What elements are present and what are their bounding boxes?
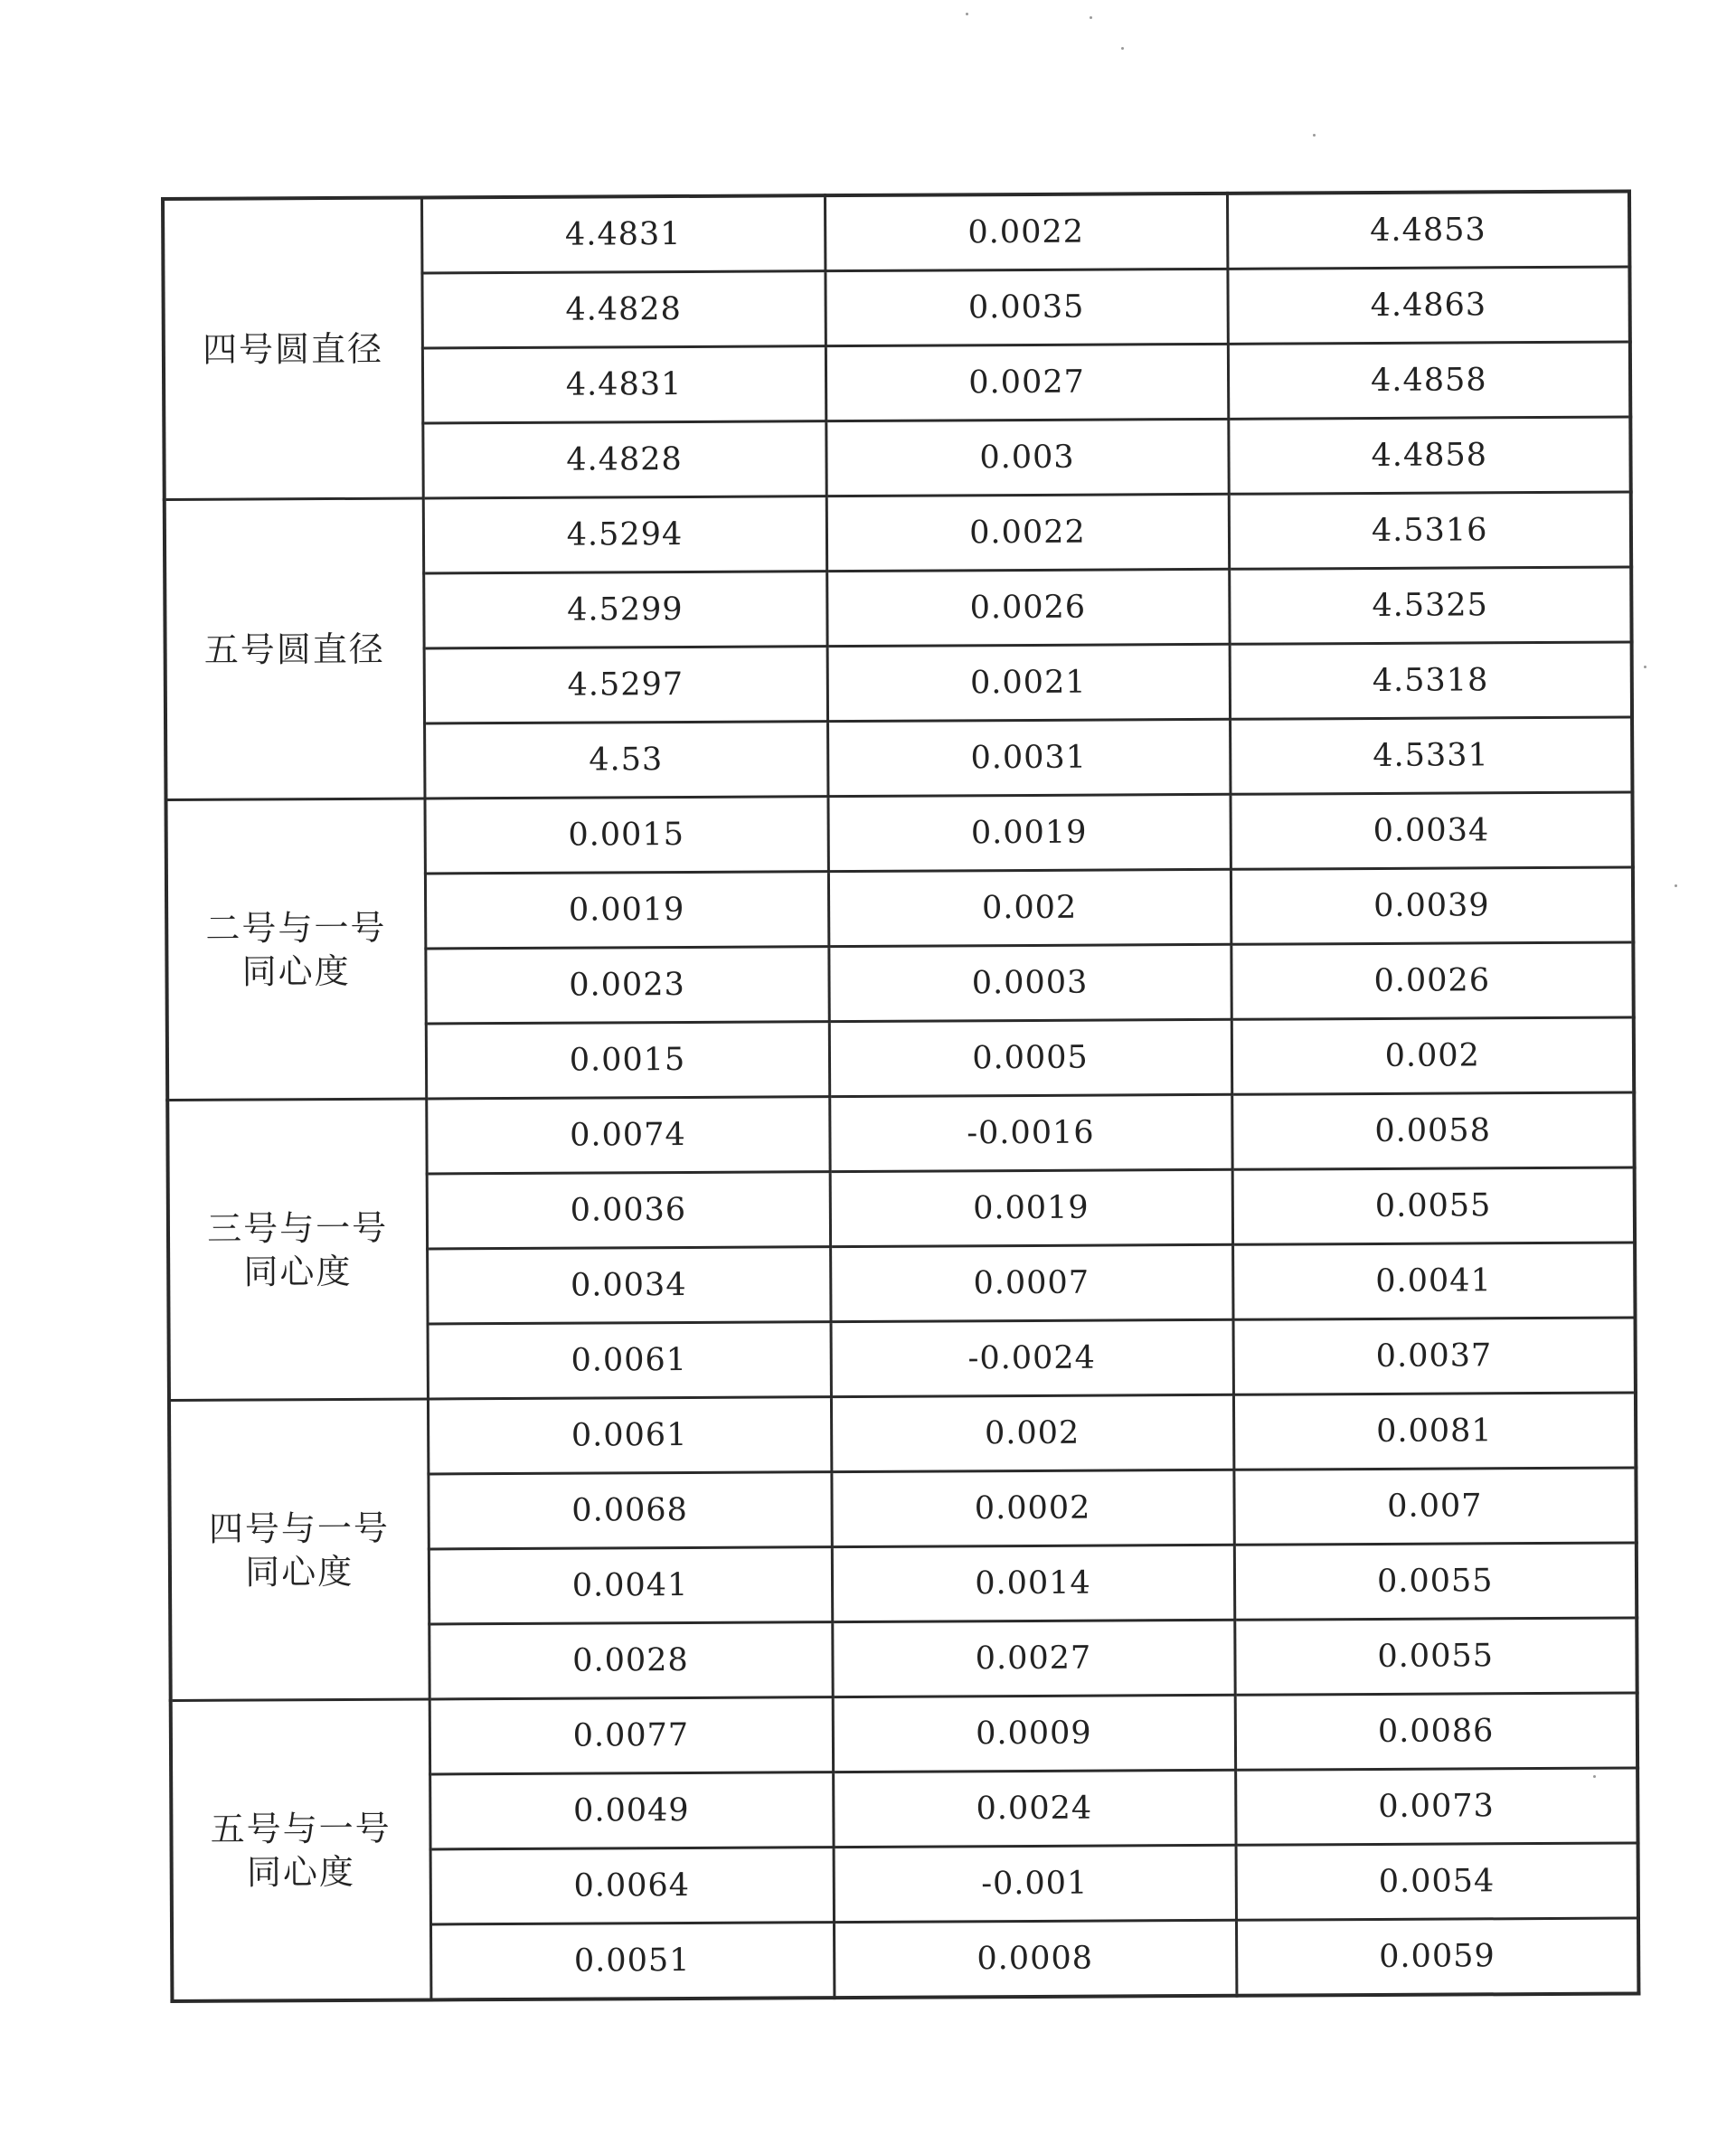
third-value-cell: 0.007 [1233, 1468, 1636, 1545]
scan-speck [1675, 884, 1677, 887]
first-value-cell: 0.0034 [427, 1247, 830, 1324]
group-label-cell: 三号与一号 同心度 [167, 1099, 428, 1400]
first-value-cell: 0.0041 [429, 1547, 832, 1624]
first-value-cell: 4.4831 [421, 195, 825, 273]
first-value-cell: 0.0023 [425, 947, 828, 1024]
first-value-cell: 0.0068 [428, 1472, 831, 1549]
first-value-cell: 0.0051 [430, 1923, 834, 2000]
second-value-cell: -0.001 [834, 1845, 1236, 1922]
second-value-cell: 0.002 [828, 869, 1231, 946]
scan-speck [966, 13, 968, 15]
third-value-cell: 4.4858 [1228, 342, 1630, 419]
third-value-cell: 4.5331 [1230, 717, 1632, 794]
group-label-cell: 五号圆直径 [165, 498, 425, 799]
table-row [165, 792, 1632, 874]
third-value-cell: 0.0055 [1234, 1543, 1637, 1620]
scan-speck [1090, 16, 1092, 19]
second-value-cell: 0.0003 [828, 944, 1231, 1021]
second-value-cell: 0.0027 [832, 1620, 1234, 1697]
scan-speck [1644, 666, 1646, 668]
table-row [163, 191, 1629, 274]
second-value-cell: 0.0019 [827, 794, 1230, 871]
third-value-cell: 0.0054 [1236, 1843, 1638, 1920]
first-value-cell: 4.5299 [423, 572, 826, 648]
table-row [167, 1092, 1634, 1175]
second-value-cell: 0.0024 [833, 1770, 1235, 1847]
table-row [165, 492, 1631, 574]
measurement-table [161, 189, 1640, 2002]
third-value-cell: 4.5316 [1229, 492, 1631, 569]
first-value-cell: 0.0015 [424, 797, 827, 874]
third-value-cell: 0.0026 [1231, 942, 1633, 1019]
third-value-cell: 0.0073 [1235, 1768, 1637, 1845]
third-value-cell: 0.0034 [1230, 792, 1632, 869]
third-value-cell: 0.0039 [1231, 867, 1633, 944]
first-value-cell: 4.4828 [422, 421, 826, 498]
second-value-cell: -0.0024 [831, 1319, 1233, 1396]
second-value-cell: 0.0019 [830, 1169, 1232, 1246]
third-value-cell: 0.0055 [1232, 1167, 1635, 1244]
first-value-cell: 4.5294 [423, 496, 826, 573]
first-value-cell: 0.0019 [425, 872, 828, 949]
first-value-cell: 4.53 [424, 722, 827, 799]
second-value-cell: 0.0035 [825, 269, 1227, 345]
second-value-cell: 0.0009 [833, 1695, 1235, 1772]
first-value-cell: 0.0028 [429, 1622, 832, 1699]
third-value-cell: 0.0086 [1235, 1693, 1637, 1770]
second-value-cell: 0.0031 [827, 719, 1230, 796]
second-value-cell: 0.0022 [825, 194, 1227, 271]
third-value-cell: 4.5318 [1230, 642, 1632, 719]
second-value-cell: 0.0027 [826, 344, 1228, 421]
group-label-cell: 五号与一号 同心度 [171, 1699, 431, 2001]
group-label-cell: 二号与一号 同心度 [165, 799, 426, 1100]
first-value-cell: 0.0074 [426, 1097, 829, 1174]
scan-speck [1313, 134, 1316, 137]
first-value-cell: 4.4828 [421, 271, 825, 348]
first-value-cell: 0.0064 [430, 1848, 834, 1924]
first-value-cell: 0.0015 [426, 1022, 829, 1099]
second-value-cell: 0.003 [826, 419, 1228, 496]
first-value-cell: 4.5297 [424, 647, 827, 723]
second-value-cell: 0.0026 [826, 569, 1229, 646]
second-value-cell: 0.0008 [834, 1920, 1236, 1998]
group-label-cell: 四号与一号 同心度 [169, 1399, 429, 1700]
second-value-cell: 0.0005 [829, 1019, 1231, 1096]
first-value-cell: 0.0049 [429, 1772, 833, 1849]
third-value-cell: 0.002 [1231, 1017, 1634, 1094]
first-value-cell: 0.0036 [427, 1172, 830, 1249]
scan-speck [1121, 47, 1124, 50]
third-value-cell: 4.5325 [1229, 567, 1631, 644]
third-value-cell: 0.0037 [1233, 1318, 1636, 1394]
second-value-cell: 0.002 [831, 1394, 1233, 1471]
group-label-cell: 四号圆直径 [163, 197, 423, 499]
first-value-cell: 0.0077 [429, 1697, 833, 1774]
second-value-cell: 0.0007 [830, 1244, 1232, 1321]
third-value-cell: 0.0055 [1234, 1618, 1637, 1695]
table-row [169, 1393, 1636, 1475]
third-value-cell: 4.4853 [1227, 191, 1629, 269]
table-row [171, 1693, 1637, 1775]
third-value-cell: 0.0059 [1236, 1918, 1638, 1996]
first-value-cell: 0.0061 [428, 1322, 831, 1399]
third-value-cell: 0.0041 [1232, 1243, 1635, 1319]
second-value-cell: 0.0014 [832, 1545, 1234, 1621]
second-value-cell: -0.0016 [829, 1094, 1231, 1171]
third-value-cell: 0.0058 [1231, 1092, 1634, 1169]
third-value-cell: 4.4858 [1228, 417, 1630, 494]
measurement-table-body [163, 191, 1638, 2000]
second-value-cell: 0.0002 [831, 1470, 1233, 1546]
second-value-cell: 0.0022 [826, 494, 1229, 571]
first-value-cell: 0.0061 [428, 1397, 831, 1474]
third-value-cell: 0.0081 [1233, 1393, 1636, 1470]
first-value-cell: 4.4831 [422, 346, 826, 423]
second-value-cell: 0.0021 [827, 644, 1230, 721]
third-value-cell: 4.4863 [1227, 267, 1629, 344]
